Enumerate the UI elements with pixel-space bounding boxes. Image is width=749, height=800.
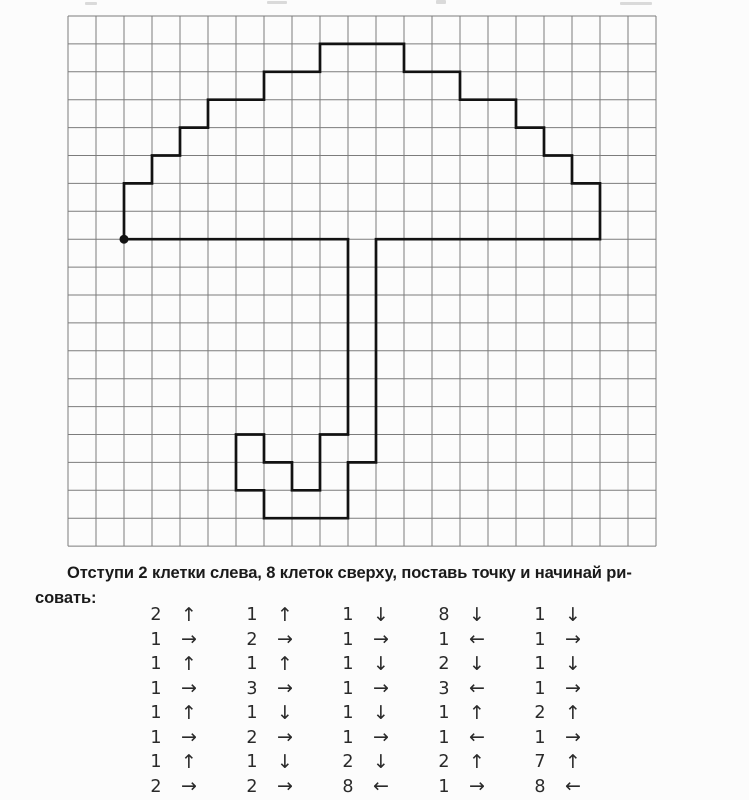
step-cell bbox=[241, 701, 337, 726]
arrow-up-icon: ↑ bbox=[565, 701, 581, 724]
arrow-left-icon: ← bbox=[373, 775, 389, 798]
arrow-right-icon: → bbox=[181, 726, 197, 749]
step-cell bbox=[337, 701, 433, 726]
step-count: 2 bbox=[246, 727, 258, 748]
step-count: 2 bbox=[438, 654, 450, 675]
arrow-down-icon: ↓ bbox=[277, 701, 293, 724]
step-count: 2 bbox=[246, 629, 258, 650]
step-cell bbox=[337, 775, 433, 800]
arrow-right-icon: → bbox=[277, 775, 293, 798]
arrow-left-icon: ← bbox=[469, 628, 485, 651]
arrow-up-icon: ↑ bbox=[181, 603, 197, 626]
scan-smudge bbox=[436, 0, 446, 4]
step-cell bbox=[433, 677, 529, 702]
step-count: 1 bbox=[534, 727, 546, 748]
arrow-right-icon: → bbox=[277, 628, 293, 651]
step-count: 1 bbox=[150, 654, 162, 675]
step-count: 7 bbox=[534, 752, 546, 773]
arrow-down-icon: ↓ bbox=[373, 652, 389, 675]
arrow-right-icon: → bbox=[565, 628, 581, 651]
step-count: 1 bbox=[342, 629, 354, 650]
step-cell bbox=[529, 750, 625, 775]
step-count: 1 bbox=[150, 678, 162, 699]
step-count: 1 bbox=[438, 703, 450, 724]
arrow-right-icon: → bbox=[469, 775, 485, 798]
arrow-down-icon: ↓ bbox=[373, 750, 389, 773]
step-cell bbox=[241, 750, 337, 775]
step-count: 1 bbox=[534, 654, 546, 675]
arrow-right-icon: → bbox=[373, 677, 389, 700]
step-count: 1 bbox=[342, 605, 354, 626]
step-count: 1 bbox=[150, 727, 162, 748]
arrow-right-icon: → bbox=[373, 726, 389, 749]
arrow-up-icon: ↑ bbox=[181, 701, 197, 724]
step-cell bbox=[433, 701, 529, 726]
step-cell bbox=[145, 603, 241, 628]
arrow-left-icon: ← bbox=[565, 775, 581, 798]
arrow-up-icon: ↑ bbox=[277, 603, 293, 626]
grid-lines bbox=[68, 16, 656, 546]
arrow-down-icon: ↓ bbox=[469, 652, 485, 675]
step-cell bbox=[145, 775, 241, 800]
instructions-line1: Отступи 2 клетки слева, 8 клеток сверху, поставь точку и начинай ри- bbox=[67, 564, 632, 582]
start-dot bbox=[120, 235, 129, 244]
step-count: 1 bbox=[534, 605, 546, 626]
arrow-down-icon: ↓ bbox=[373, 701, 389, 724]
step-cell bbox=[241, 628, 337, 653]
step-cell bbox=[241, 726, 337, 751]
step-cell bbox=[433, 750, 529, 775]
step-count: 1 bbox=[438, 629, 450, 650]
step-count: 1 bbox=[534, 629, 546, 650]
step-count: 2 bbox=[150, 605, 162, 626]
step-count: 1 bbox=[342, 703, 354, 724]
step-cell bbox=[433, 603, 529, 628]
step-cell bbox=[433, 628, 529, 653]
step-count: 2 bbox=[438, 752, 450, 773]
step-cell bbox=[145, 726, 241, 751]
arrow-right-icon: → bbox=[373, 628, 389, 651]
step-count: 1 bbox=[150, 703, 162, 724]
step-count: 1 bbox=[438, 776, 450, 797]
scan-smudge bbox=[85, 2, 97, 5]
arrow-right-icon: → bbox=[181, 677, 197, 700]
step-cell bbox=[529, 701, 625, 726]
step-count: 2 bbox=[342, 752, 354, 773]
steps-table bbox=[145, 603, 625, 799]
step-cell bbox=[337, 603, 433, 628]
arrow-down-icon: ↓ bbox=[469, 603, 485, 626]
step-count: 2 bbox=[150, 776, 162, 797]
arrow-down-icon: ↓ bbox=[565, 603, 581, 626]
step-cell bbox=[241, 603, 337, 628]
step-cell bbox=[433, 726, 529, 751]
step-count: 1 bbox=[246, 752, 258, 773]
step-cell bbox=[145, 701, 241, 726]
step-cell bbox=[529, 652, 625, 677]
instructions-line2: совать: bbox=[35, 589, 97, 607]
step-count: 1 bbox=[246, 605, 258, 626]
step-cell bbox=[145, 677, 241, 702]
arrow-right-icon: → bbox=[277, 726, 293, 749]
step-count: 1 bbox=[246, 654, 258, 675]
step-count: 1 bbox=[150, 752, 162, 773]
step-cell bbox=[529, 775, 625, 800]
umbrella-outline bbox=[124, 44, 600, 518]
step-cell bbox=[145, 750, 241, 775]
step-count: 8 bbox=[342, 776, 354, 797]
step-count: 8 bbox=[438, 605, 450, 626]
step-cell bbox=[337, 628, 433, 653]
step-cell bbox=[337, 652, 433, 677]
arrow-up-icon: ↑ bbox=[181, 652, 197, 675]
arrow-left-icon: ← bbox=[469, 677, 485, 700]
arrow-down-icon: ↓ bbox=[277, 750, 293, 773]
step-count: 1 bbox=[534, 678, 546, 699]
arrow-right-icon: → bbox=[565, 726, 581, 749]
arrow-down-icon: ↓ bbox=[373, 603, 389, 626]
arrow-up-icon: ↑ bbox=[565, 750, 581, 773]
step-count: 1 bbox=[246, 703, 258, 724]
step-count: 1 bbox=[150, 629, 162, 650]
scan-smudge bbox=[620, 2, 652, 5]
step-cell bbox=[337, 750, 433, 775]
scan-smudge bbox=[267, 1, 287, 4]
arrow-left-icon: ← bbox=[469, 726, 485, 749]
step-cell bbox=[241, 677, 337, 702]
step-cell bbox=[337, 677, 433, 702]
step-count: 2 bbox=[246, 776, 258, 797]
step-count: 2 bbox=[534, 703, 546, 724]
arrow-right-icon: → bbox=[181, 775, 197, 798]
step-count: 3 bbox=[438, 678, 450, 699]
step-cell bbox=[433, 775, 529, 800]
step-count: 8 bbox=[534, 776, 546, 797]
step-cell bbox=[529, 628, 625, 653]
step-count: 1 bbox=[438, 727, 450, 748]
arrow-up-icon: ↑ bbox=[469, 750, 485, 773]
step-cell bbox=[241, 652, 337, 677]
arrow-up-icon: ↑ bbox=[469, 701, 485, 724]
step-cell bbox=[337, 726, 433, 751]
step-cell bbox=[529, 726, 625, 751]
step-count: 3 bbox=[246, 678, 258, 699]
arrow-down-icon: ↓ bbox=[565, 652, 581, 675]
step-cell bbox=[529, 603, 625, 628]
step-cell bbox=[145, 652, 241, 677]
step-cell bbox=[433, 652, 529, 677]
step-cell bbox=[145, 628, 241, 653]
step-count: 1 bbox=[342, 654, 354, 675]
step-cell bbox=[241, 775, 337, 800]
arrow-right-icon: → bbox=[181, 628, 197, 651]
arrow-right-icon: → bbox=[277, 677, 293, 700]
arrow-up-icon: ↑ bbox=[277, 652, 293, 675]
step-count: 1 bbox=[342, 727, 354, 748]
step-count: 1 bbox=[342, 678, 354, 699]
arrow-up-icon: ↑ bbox=[181, 750, 197, 773]
arrow-right-icon: → bbox=[565, 677, 581, 700]
step-cell bbox=[529, 677, 625, 702]
